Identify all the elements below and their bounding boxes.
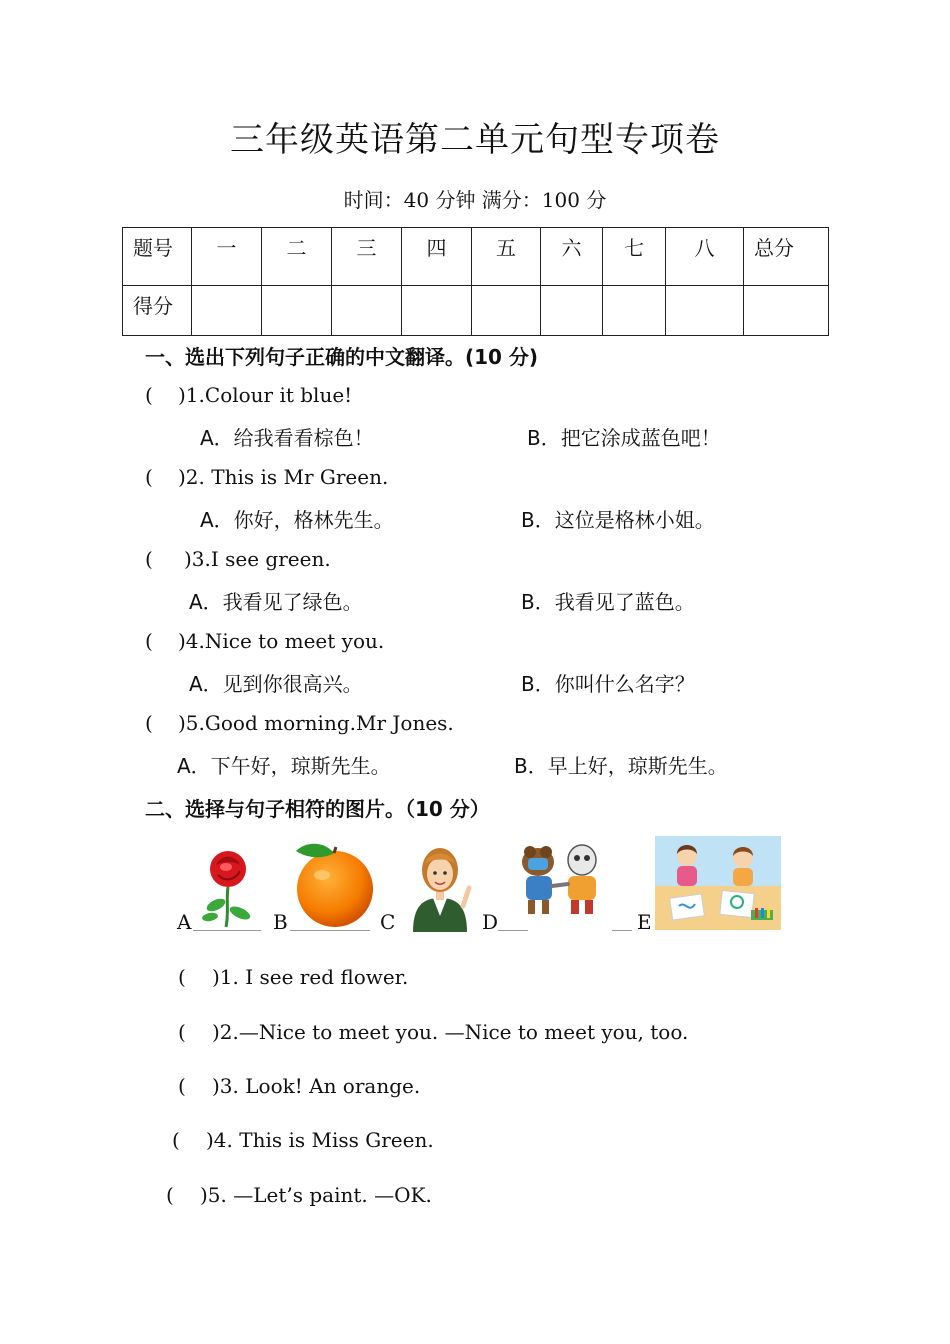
orange-fruit-icon [290,835,380,931]
score-table [122,227,829,336]
robots-meeting-icon [508,840,612,920]
page-subtitle: 时间：40 分钟 满分：100 分 [343,188,607,212]
s2-q3-text: )3. Look! An orange. [212,1074,421,1098]
s2-q4-paren[interactable]: ( [172,1128,180,1152]
children-painting-icon [655,836,781,930]
s2-q5-paren[interactable]: ( [166,1183,174,1207]
s1-q4-paren[interactable]: ( [145,629,153,653]
picture-label-a: A [177,910,192,934]
s2-q1-text: )1. I see red flower. [212,965,409,989]
score-table-score-row [123,286,829,336]
s1-q2-text: )2. This is Mr Green. [178,465,389,489]
score-header-cell: 总分 [744,228,829,286]
score-table-header-row [123,228,829,286]
score-cell[interactable] [402,286,472,336]
score-header-cell: 二 [262,228,332,286]
section1-heading: 一、选出下列句子正确的中文翻译。(10 分) [145,345,539,369]
score-cell[interactable] [472,286,541,336]
score-row-label: 得分 [123,286,192,336]
score-header-cell: 七 [603,228,666,286]
score-header-cell: 五 [472,228,541,286]
s2-q1-paren[interactable]: ( [178,965,186,989]
score-cell[interactable] [541,286,603,336]
score-cell[interactable] [744,286,829,336]
s1-q4-text: )4.Nice to meet you. [178,629,385,653]
score-header-cell: 八 [666,228,744,286]
score-header-cell: 三 [332,228,402,286]
s1-q1-paren[interactable]: ( [145,383,153,407]
s1-q4-option-b: B．你叫什么名字？ [521,672,695,696]
s1-q2-paren[interactable]: ( [145,465,153,489]
score-header-cell: 题号 [123,228,192,286]
picture-label-d: D [482,910,499,934]
s1-q1-option-a: A．给我看看棕色！ [200,426,374,450]
score-header-cell: 六 [541,228,603,286]
score-cell[interactable] [192,286,262,336]
s2-q3-paren[interactable]: ( [178,1074,186,1098]
score-cell[interactable] [262,286,332,336]
score-cell[interactable] [603,286,666,336]
s1-q3-paren[interactable]: ( [145,547,153,571]
s1-q2-option-a: A．你好，格林先生。 [200,508,394,532]
s1-q1-option-b: B．把它涂成蓝色吧！ [527,426,721,450]
s1-q3-text: )3.I see green. [184,547,331,571]
score-cell[interactable] [332,286,402,336]
score-header-cell: 四 [402,228,472,286]
score-header-cell: 一 [192,228,262,286]
red-rose-icon [196,843,260,929]
picture-label-c: C [380,910,396,934]
picture-label-b: B [273,910,288,934]
s1-q2-option-b: B．这位是格林小姐。 [521,508,715,532]
s1-q4-option-a: A．见到你很高兴。 [189,672,363,696]
s1-q5-option-b: B．早上好，琼斯先生。 [514,754,728,778]
s1-q5-text: )5.Good morning.Mr Jones. [178,711,454,735]
s1-q5-paren[interactable]: ( [145,711,153,735]
s1-q3-option-a: A．我看见了绿色。 [189,590,363,614]
s2-q4-text: )4. This is Miss Green. [206,1128,434,1152]
picture-label-e: E [637,910,652,934]
s1-q3-option-b: B．我看见了蓝色。 [521,590,695,614]
s1-q5-option-a: A．下午好，琼斯先生。 [177,754,391,778]
score-cell[interactable] [666,286,744,336]
page-title: 三年级英语第二单元句型专项卷 [230,120,720,160]
teacher-icon [403,836,477,932]
s2-q2-paren[interactable]: ( [178,1020,186,1044]
s2-q5-text: )5. —Let’s paint. —OK. [200,1183,432,1207]
s2-q2-text: )2.—Nice to meet you. —Nice to meet you, too. [212,1020,689,1044]
section2-heading: 二、选择与句子相符的图片。（10 分） [145,797,490,821]
s1-q1-text: )1.Colour it blue! [178,383,353,407]
